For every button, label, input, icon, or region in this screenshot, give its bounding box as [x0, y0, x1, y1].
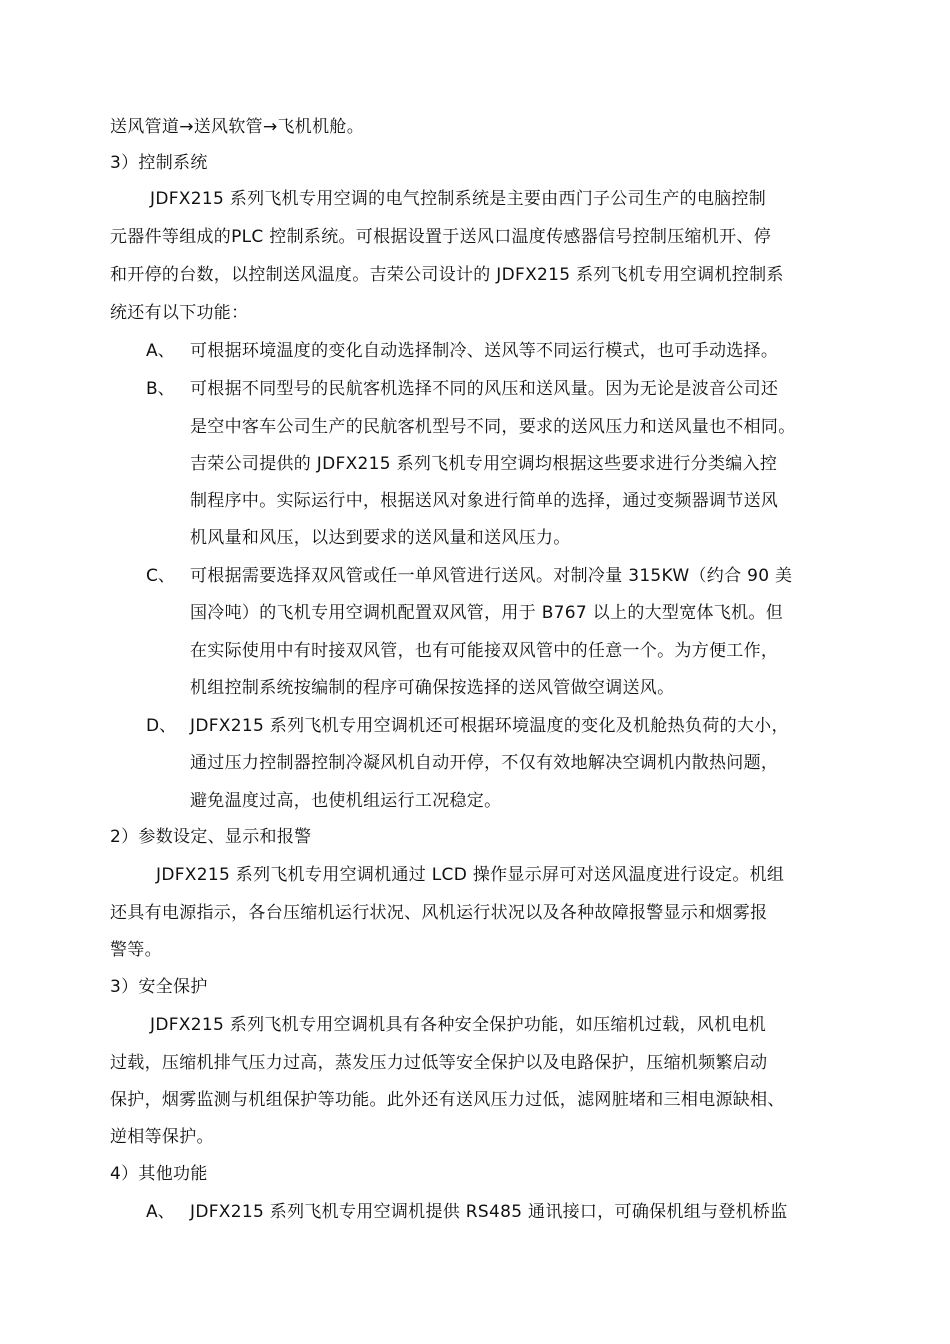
list-item-line: JDFX215 系列飞机专用空调机提供 RS485 通讯接口，可确保机组与登机桥监 — [190, 1202, 788, 1222]
paragraph-line: 元器件等组成的PLC 控制系统。可根据设置于送风口温度传感器信号控制压缩机开、停 — [110, 227, 771, 247]
paragraph-line: 统还有以下功能： — [110, 303, 249, 323]
list-item-line: 避免温度过高，也使机组运行工况稳定。 — [190, 791, 502, 811]
paragraph-line: JDFX215 系列飞机专用空调的电气控制系统是主要由西门子公司生产的电脑控制 — [150, 189, 767, 209]
section-heading: 3）安全保护 — [110, 977, 208, 997]
list-item-line: 可根据不同型号的民航客机选择不同的风压和送风量。因为无论是波音公司还 — [190, 379, 779, 399]
list-item-line: 在实际使用中有时接双风管，也有可能接双风管中的任意一个。为方便工作， — [190, 641, 779, 661]
list-item-line: 可根据需要选择双风管或任一单风管进行送风。对制冷量 315KW（约合 90 美 — [190, 566, 793, 586]
list-marker: C、 — [146, 566, 175, 586]
list-item-line: 机组控制系统按编制的程序可确保按选择的送风管做空调送风。 — [190, 678, 675, 698]
paragraph-line: JDFX215 系列飞机专用空调机具有各种安全保护功能，如压缩机过载，风机电机 — [150, 1015, 767, 1035]
list-marker: B、 — [146, 379, 175, 399]
paragraph-line: 过载，压缩机排气压力过高，蒸发压力过低等安全保护以及电路保护，压缩机频繁启动 — [110, 1053, 768, 1073]
paragraph-line: JDFX215 系列飞机专用空调机通过 LCD 操作显示屏可对送风温度进行设定。机组 — [156, 865, 785, 885]
paragraph-line: 还具有电源指示，各台压缩机运行状况、风机运行状况以及各种故障报警显示和烟雾报 — [110, 903, 768, 923]
list-item-line: 可根据环境温度的变化自动选择制冷、送风等不同运行模式，也可手动选择。 — [190, 341, 779, 361]
paragraph-line: 逆相等保护。 — [110, 1127, 214, 1147]
section-heading: 4）其他功能 — [110, 1164, 208, 1184]
list-item-line: 通过压力控制器控制冷凝风机自动开停，不仅有效地解决空调机内散热问题， — [190, 753, 779, 773]
paragraph-line: 保护，烟雾监测与机组保护等功能。此外还有送风压力过低，滤网脏堵和三相电源缺相、 — [110, 1090, 785, 1110]
list-item-line: 国冷吨）的飞机专用空调机配置双风管，用于 B767 以上的大型宽体飞机。但 — [190, 603, 784, 623]
list-item-line: 是空中客车公司生产的民航客机型号不同，要求的送风压力和送风量也不相同。 — [190, 417, 796, 437]
list-item-line: 机风量和风压，以达到要求的送风量和送风压力。 — [190, 528, 571, 548]
list-marker: D、 — [146, 716, 177, 736]
section-heading: 3）控制系统 — [110, 153, 208, 173]
paragraph-line: 警等。 — [110, 940, 162, 960]
list-item-line: 制程序中。实际运行中，根据送风对象进行简单的选择，通过变频器调节送风 — [190, 491, 779, 511]
list-marker: A、 — [146, 1202, 175, 1222]
section-heading: 2）参数设定、显示和报警 — [110, 827, 312, 847]
paragraph-line: 和开停的台数，以控制送风温度。吉荣公司设计的 JDFX215 系列飞机专用空调机控制系 — [110, 265, 784, 285]
list-marker: A、 — [146, 341, 175, 361]
list-item-line: JDFX215 系列飞机专用空调机还可根据环境温度的变化及机舱热负荷的大小， — [190, 716, 789, 736]
text-line: 送风管道→送风软管→飞机机舱。 — [110, 117, 364, 137]
list-item-line: 吉荣公司提供的 JDFX215 系列飞机专用空调均根据这些要求进行分类编入控 — [190, 454, 778, 474]
